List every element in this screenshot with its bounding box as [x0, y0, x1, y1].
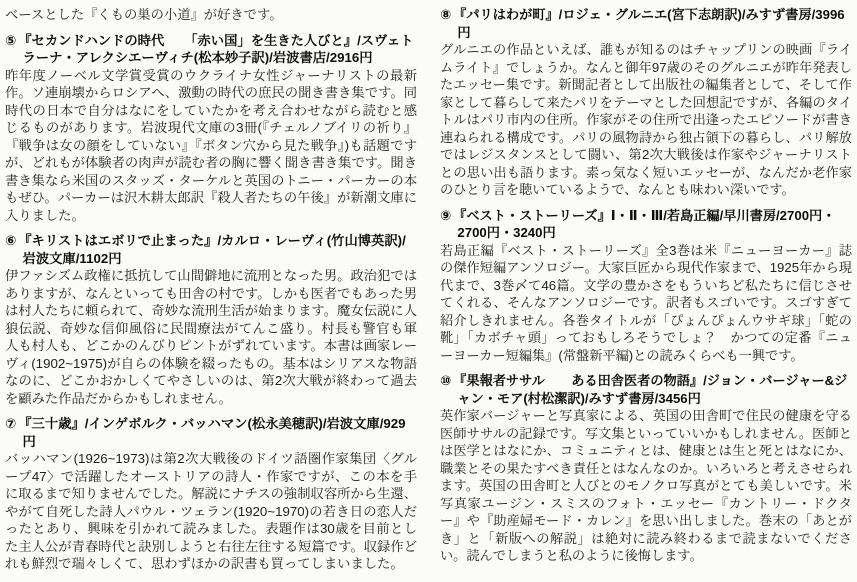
entry-title: 『キリストはエボリで止まった』/カルロ・レーヴィ(竹山博英訳)/岩波文庫/1102円 — [18, 233, 406, 266]
entry-body: 昨年度ノーベル文学賞受賞のウクライナ女性ジャーナリストの最新作。ソ連崩壊からロシアへ、激動の時代の庶民の聞き書き集です。同時代の日本で自分はなにをしていたかを考え合わせながら読むと感じるものがあります。岩波現代文庫の3冊(『チェルノブイリの祈り』『戦争は女の顔をしていない』『ボタン穴から見た戦争』)も話題ですが、どれもが体験者の肉声が読む者の胸に響く聞き書き集です。聞き書き集なら米国のスタッズ・ターケルと英国のトニー・パーカーの本もぜひ。パーカーは沢木耕太郎訳『殺人者たちの午後』が新潮文庫に入りました。 — [5, 67, 417, 223]
entry-body: 若島正編『ベスト・ストーリーズ』全3巻は米『ニューヨーカー』誌の傑作短編アンソロジー。大家巨匠から現代作家まで、1925年から現代まで、3巻〆て46篇。文学の豊かさをもういちど私たちに信じさせてくれる、そんなアンソロジーです。訳者もスゴいです。スゴすぎて紹介しきれません。各巻タイトルが「ぴょんぴょんウサギ球」「蛇の靴」「カボチャ頭」っておもしろそうでしょ？ かつての定番『ニューヨーカー短編集』(常盤新平編)との読みくらべも一興です。 — [440, 242, 852, 363]
book-entry-6 — [5, 232, 417, 407]
entry-number: ⑨ — [440, 207, 452, 223]
entry-title: 『セカンドハンドの時代 「赤い国」を生きた人びと』/スヴェトラーナ・アレクシエーヴィチ(松本妙子訳)/岩波書店/2916円 — [18, 32, 414, 65]
entry-body: グルニエの作品といえば、誰もが知るのはチャップリンの映画『ライムライト』でしょうか。なんと御年97歳のそのグルニエが昨年発表したエッセー集です。新聞記者として出版社の編集者として、そして作家として暮らして来たパリをテーマとした回想記ですが、各編のタイトルはパリ市内の住所。作家がその住所で出逢ったエピソードが書き連ねられる構成です。パリの風物詩から独占領下の暮らし、パリ解放ではレジスタンスとして闘い、第2次大戦後は作家やジャーナリストとの思い出も語ります。素っ気なく短いエッセーが、なんだか老作家のひとり言を聴いているようで、なんとも味わい深いです。 — [440, 42, 852, 197]
entry-number: ⑧ — [440, 7, 452, 22]
entry-title: 『果報者ササル ある田舎医者の物語』/ジョン・バージャー&ジャン・モア(村松潔訳)/みすず書房/3456円 — [453, 373, 848, 406]
entry-number: ⑤ — [5, 32, 17, 48]
entry-body: バッハマン(1926~1973)は第2次大戦後のドイツ語圏作家集団〈グループ47〉で活躍したオーストリアの詩人・作家ですが、この本を手に取るまで知りませんでした。解説にナチスの強制収容所から生還、やがて自死した詩人パウル・ツェラン(1920~1970)の若き日の恋人だったとあり、興味を引かれて読みました。表題作は30歳を目前とした主人公が青春時代と訣別しようと右往左往する短篇です。収録作どれも鮮烈で瑞々しくて、思わずほかの訳書も買ってしまいました。 — [5, 451, 417, 571]
book-entry-5 — [5, 32, 417, 225]
book-entry-heading — [440, 6, 852, 41]
book-entry-heading — [5, 415, 417, 450]
continuation-text: ベースとした『くもの巣の小道』が好きです。 — [5, 7, 283, 22]
entry-title: 『パリはわが町』/ロジェ・グルニエ(宮下志朗訳)/みすず書房/3996円 — [453, 7, 845, 40]
entry-number: ⑩ — [440, 373, 452, 388]
right-column — [440, 6, 852, 573]
book-entry-heading — [440, 207, 852, 242]
entry-body: 伊ファシズム政権に抵抗して山間僻地に流刑となった男。政治犯ではありますが、なんといっても田舎の村です。しかも医者でもあった男は村人たちに頼られて、奇妙な流刑生活が始まります。魔女伝説に人狼伝説、奇妙な信仰風俗に民間療法がてんこ盛り。村長も警官も軍人も村人も、どこかのんびりピントがずれています。本書は画家レーヴィ(1902~1975)が自らの体験を綴ったもの。基本はシリアスな物語なのに、どこかおかしくてやさしいのは、第2次大戦が終わって過去を顧みた作品だからかもしれません。 — [5, 268, 417, 406]
entry-number: ⑦ — [5, 416, 17, 431]
book-entry-7 — [5, 415, 417, 573]
book-entry-heading — [440, 372, 852, 407]
entry-title: 『ベスト・ストーリーズ』Ⅰ・Ⅱ・Ⅲ/若島正編/早川書房/2700円・2700円・3240円 — [453, 207, 836, 240]
book-entry-9 — [440, 207, 852, 365]
book-entry-heading — [5, 232, 417, 267]
entry-body: 英作家バージャーと写真家による、英国の田舎町で住民の健康を守る医師ササルの記録です。写文集といっていいかもしれません。医師とは医学とはなにか、コミュニティとは、健康とは生と死とはなにか、職業とその果たすべき責任とはなんなのか。いろいろと考えさせられます。英国の田舎町と人びとのモノクロ写真がとても美しいです。米写真家ユージン・スミスのフォト・エッセー『カントリー・ドクター』や『助産婦モード・カレン』を思い出しました。巻末の「あとがき」と「新版への解説」は絶対に読み終わるまで読まないでください。読んでしまうと私のように後悔します。 — [440, 408, 852, 563]
left-column — [5, 6, 417, 573]
book-entry-10 — [440, 372, 852, 565]
book-entry-heading — [5, 32, 417, 67]
entry-number: ⑥ — [5, 233, 17, 248]
book-entry-8 — [440, 6, 852, 199]
entry-title: 『三十歳』/インゲボルク・バッハマン(松永美穂訳)/岩波文庫/929円 — [18, 416, 406, 449]
